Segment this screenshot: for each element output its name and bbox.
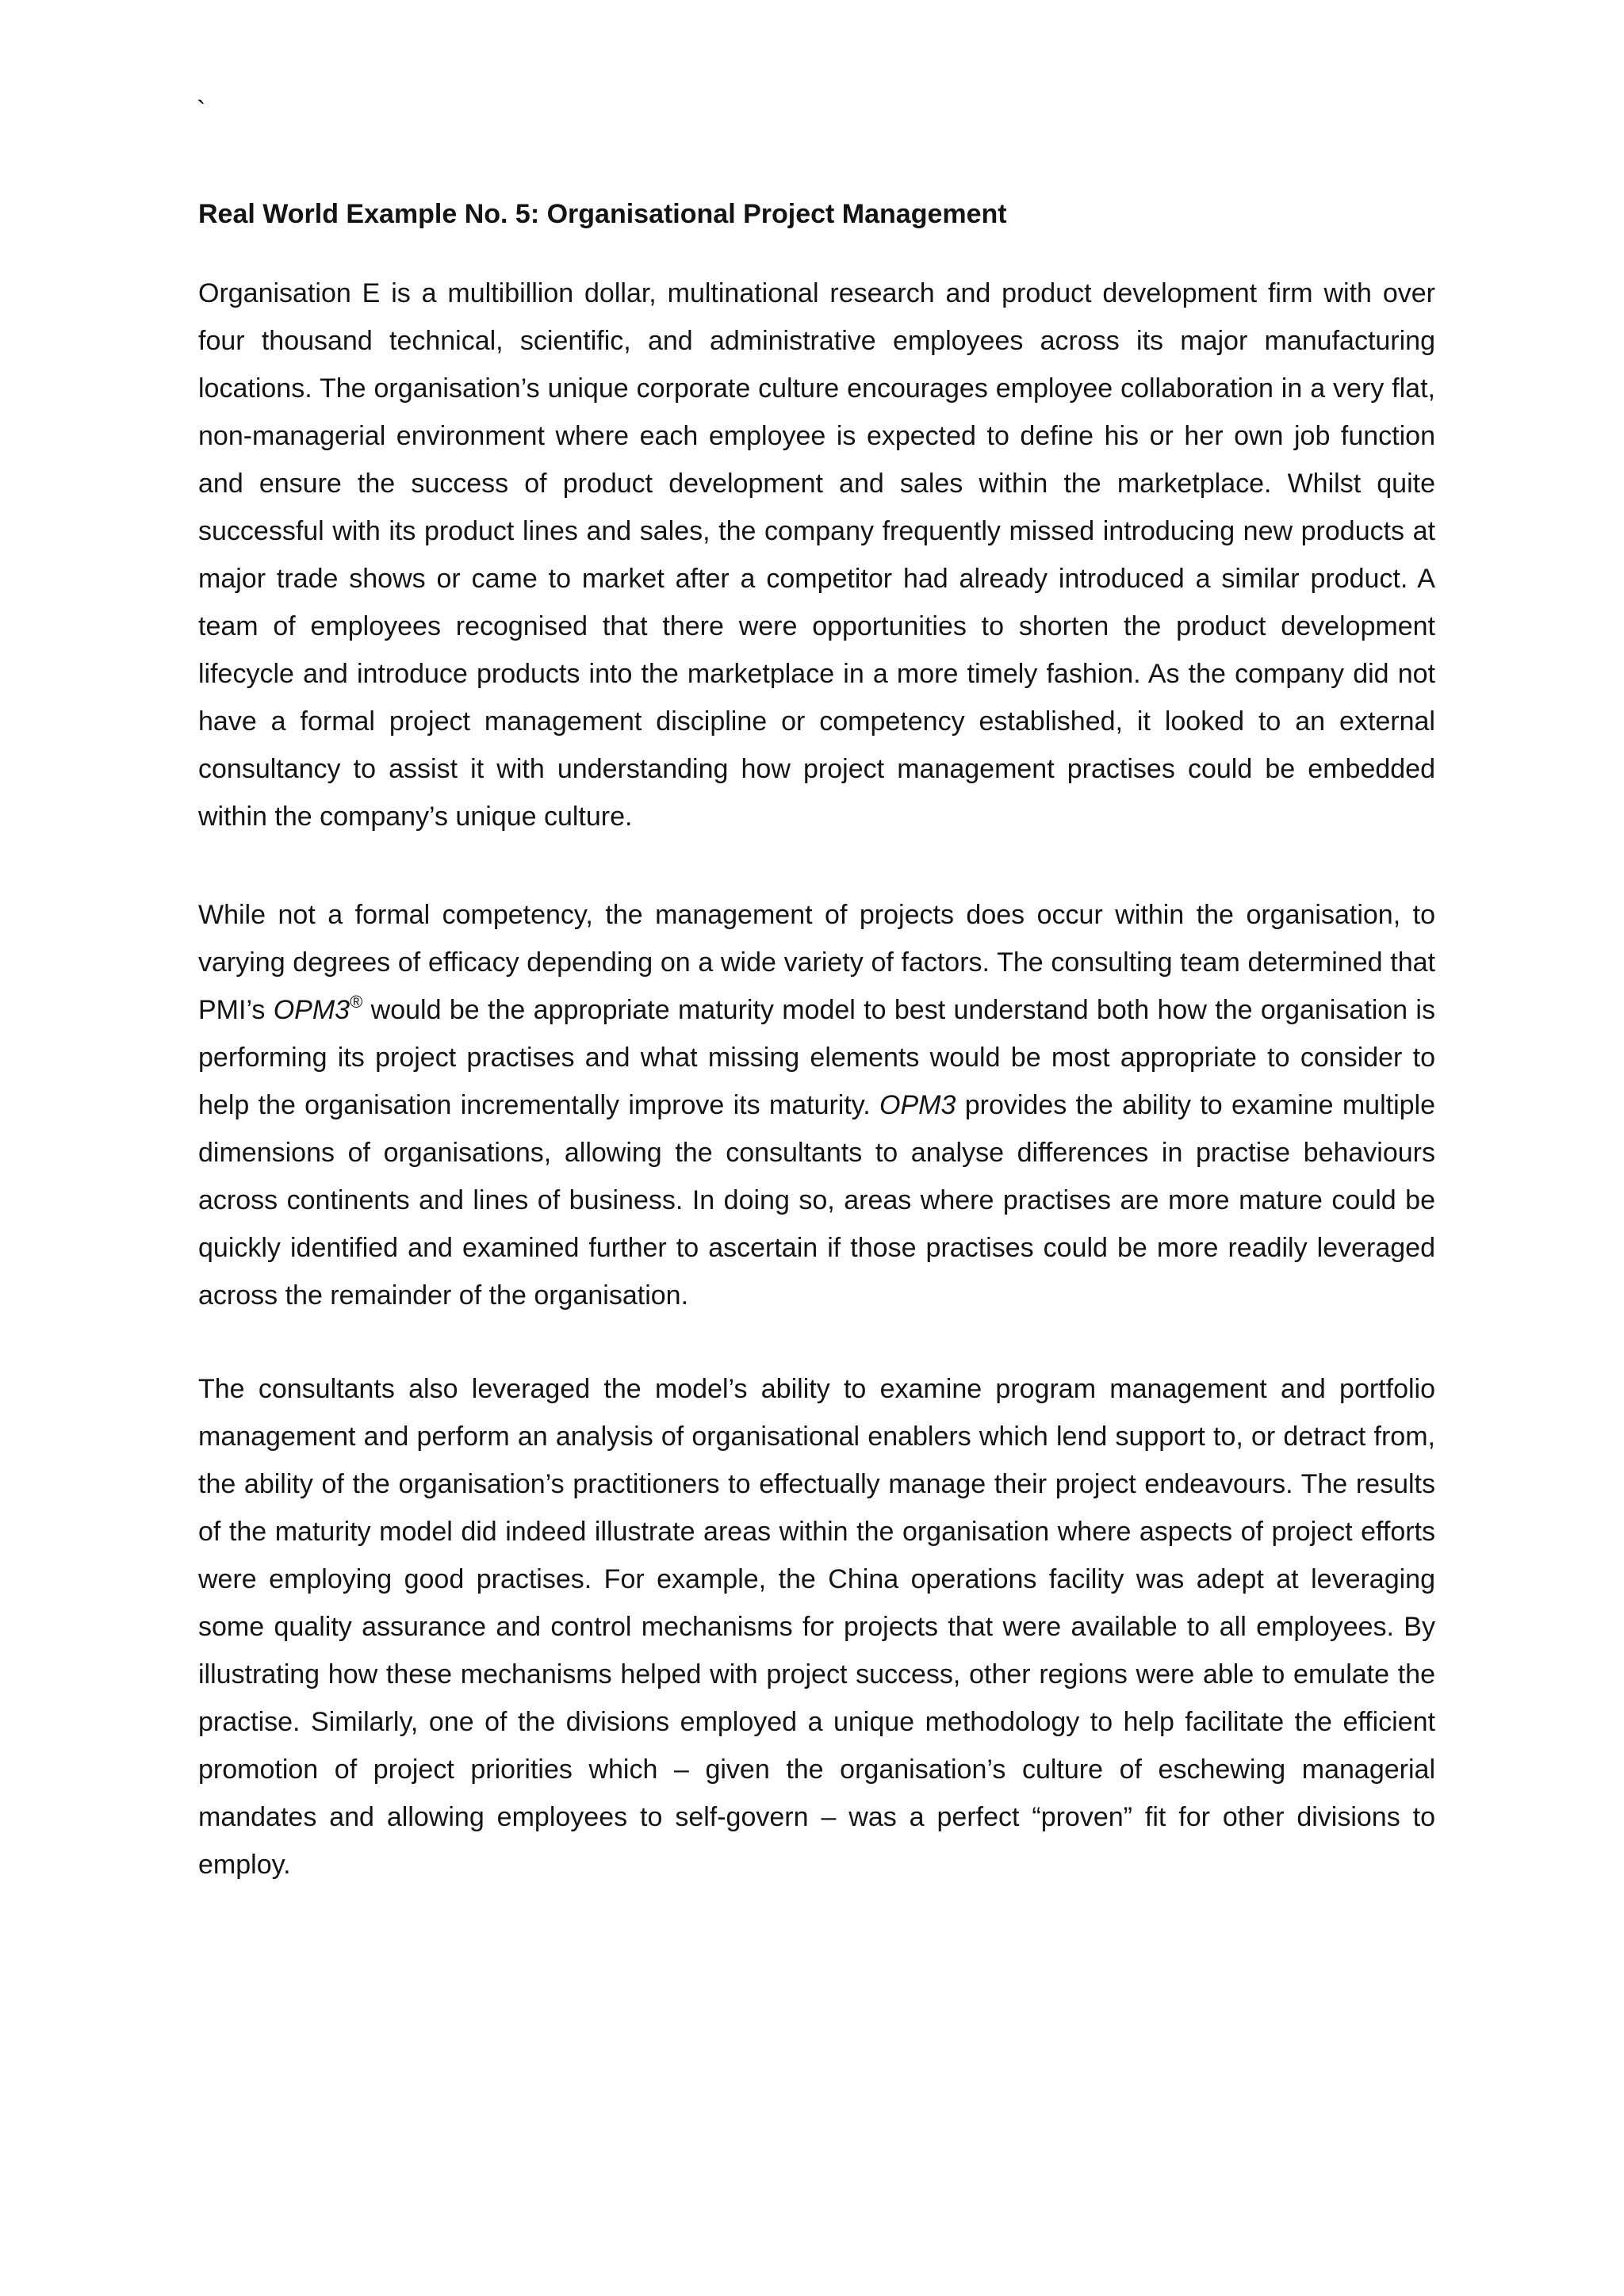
paragraph-1: Organisation E is a multibillion dollar, multinational research and product development firm with over four thousand technical, scientific, and administrative employees across its major manufacturing locations. The organisation’s unique corporate culture encourages employee collaboration in a very flat, non-managerial environment where each employee is expected to define his or her own job function and ensure the success of product development and sales within the marketplace. Whilst quite successful with its product lines and sales, the company frequently missed introducing new products at major trade shows or came to market after a competitor had already introduced a similar product. A team of employees recognised that there were opportunities to shorten the product development lifecycle and introduce products into the marketplace in a more timely fashion. As the company did not have a formal project management discipline or competency established, it looked to an external consultancy to assist it with understanding how project management practises could be embedded within the company’s unique culture. bbox=[198, 278, 1435, 832]
opm3-term-2: OPM3 bbox=[879, 1090, 956, 1120]
stray-mark: ` bbox=[197, 96, 206, 126]
page-heading: Real World Example No. 5: Organisational Project Management bbox=[198, 199, 1007, 229]
paragraph-2-text-a: While not a formal competency, the management of projects does occur within the organisation, to varying degrees of efficacy depending on a wide variety of factors. The consulting team determined that PMI’s bbox=[198, 900, 1435, 1025]
paragraph-2-text-c: provides the ability to examine multiple dimensions of organisations, allowing the consultants to analyse differences in practise behaviours across continents and lines of business. In doing so, areas where practises are more mature could be quickly identified and examined further to ascertain if those practises could be more readily leveraged across the remainder of the organisation. bbox=[198, 1090, 1436, 1311]
registered-mark: ® bbox=[350, 992, 363, 1012]
paragraph-3: The consultants also leveraged the model’s ability to examine program management and portfolio management and perform an analysis of organisational enablers which lend support to, or detract from, the ability of the organisation’s practitioners to effectually manage their project endeavours. The results of the maturity model did indeed illustrate areas within the organisation where aspects of project efforts were employing good practises. For example, the China operations facility was adept at leveraging some quality assurance and control mechanisms for projects that were available to all employees. By illustrating how these mechanisms helped with project success, other regions were able to emulate the practise. Similarly, one of the divisions employed a unique methodology to help facilitate the efficient promotion of project priorities which – given the organisation’s culture of eschewing managerial mandates and allowing employees to self-govern – was a perfect “proven” fit for other divisions to employ. bbox=[198, 1374, 1435, 1880]
paragraph-2 bbox=[198, 891, 1435, 1319]
opm3-term: OPM3 bbox=[273, 995, 350, 1025]
paragraph-2-text-b: would be the appropriate maturity model to best understand both how the organisation is performing its project practises and what missing elements would be most appropriate to consider to help the organisation incrementally improve its maturity. bbox=[198, 995, 1435, 1120]
